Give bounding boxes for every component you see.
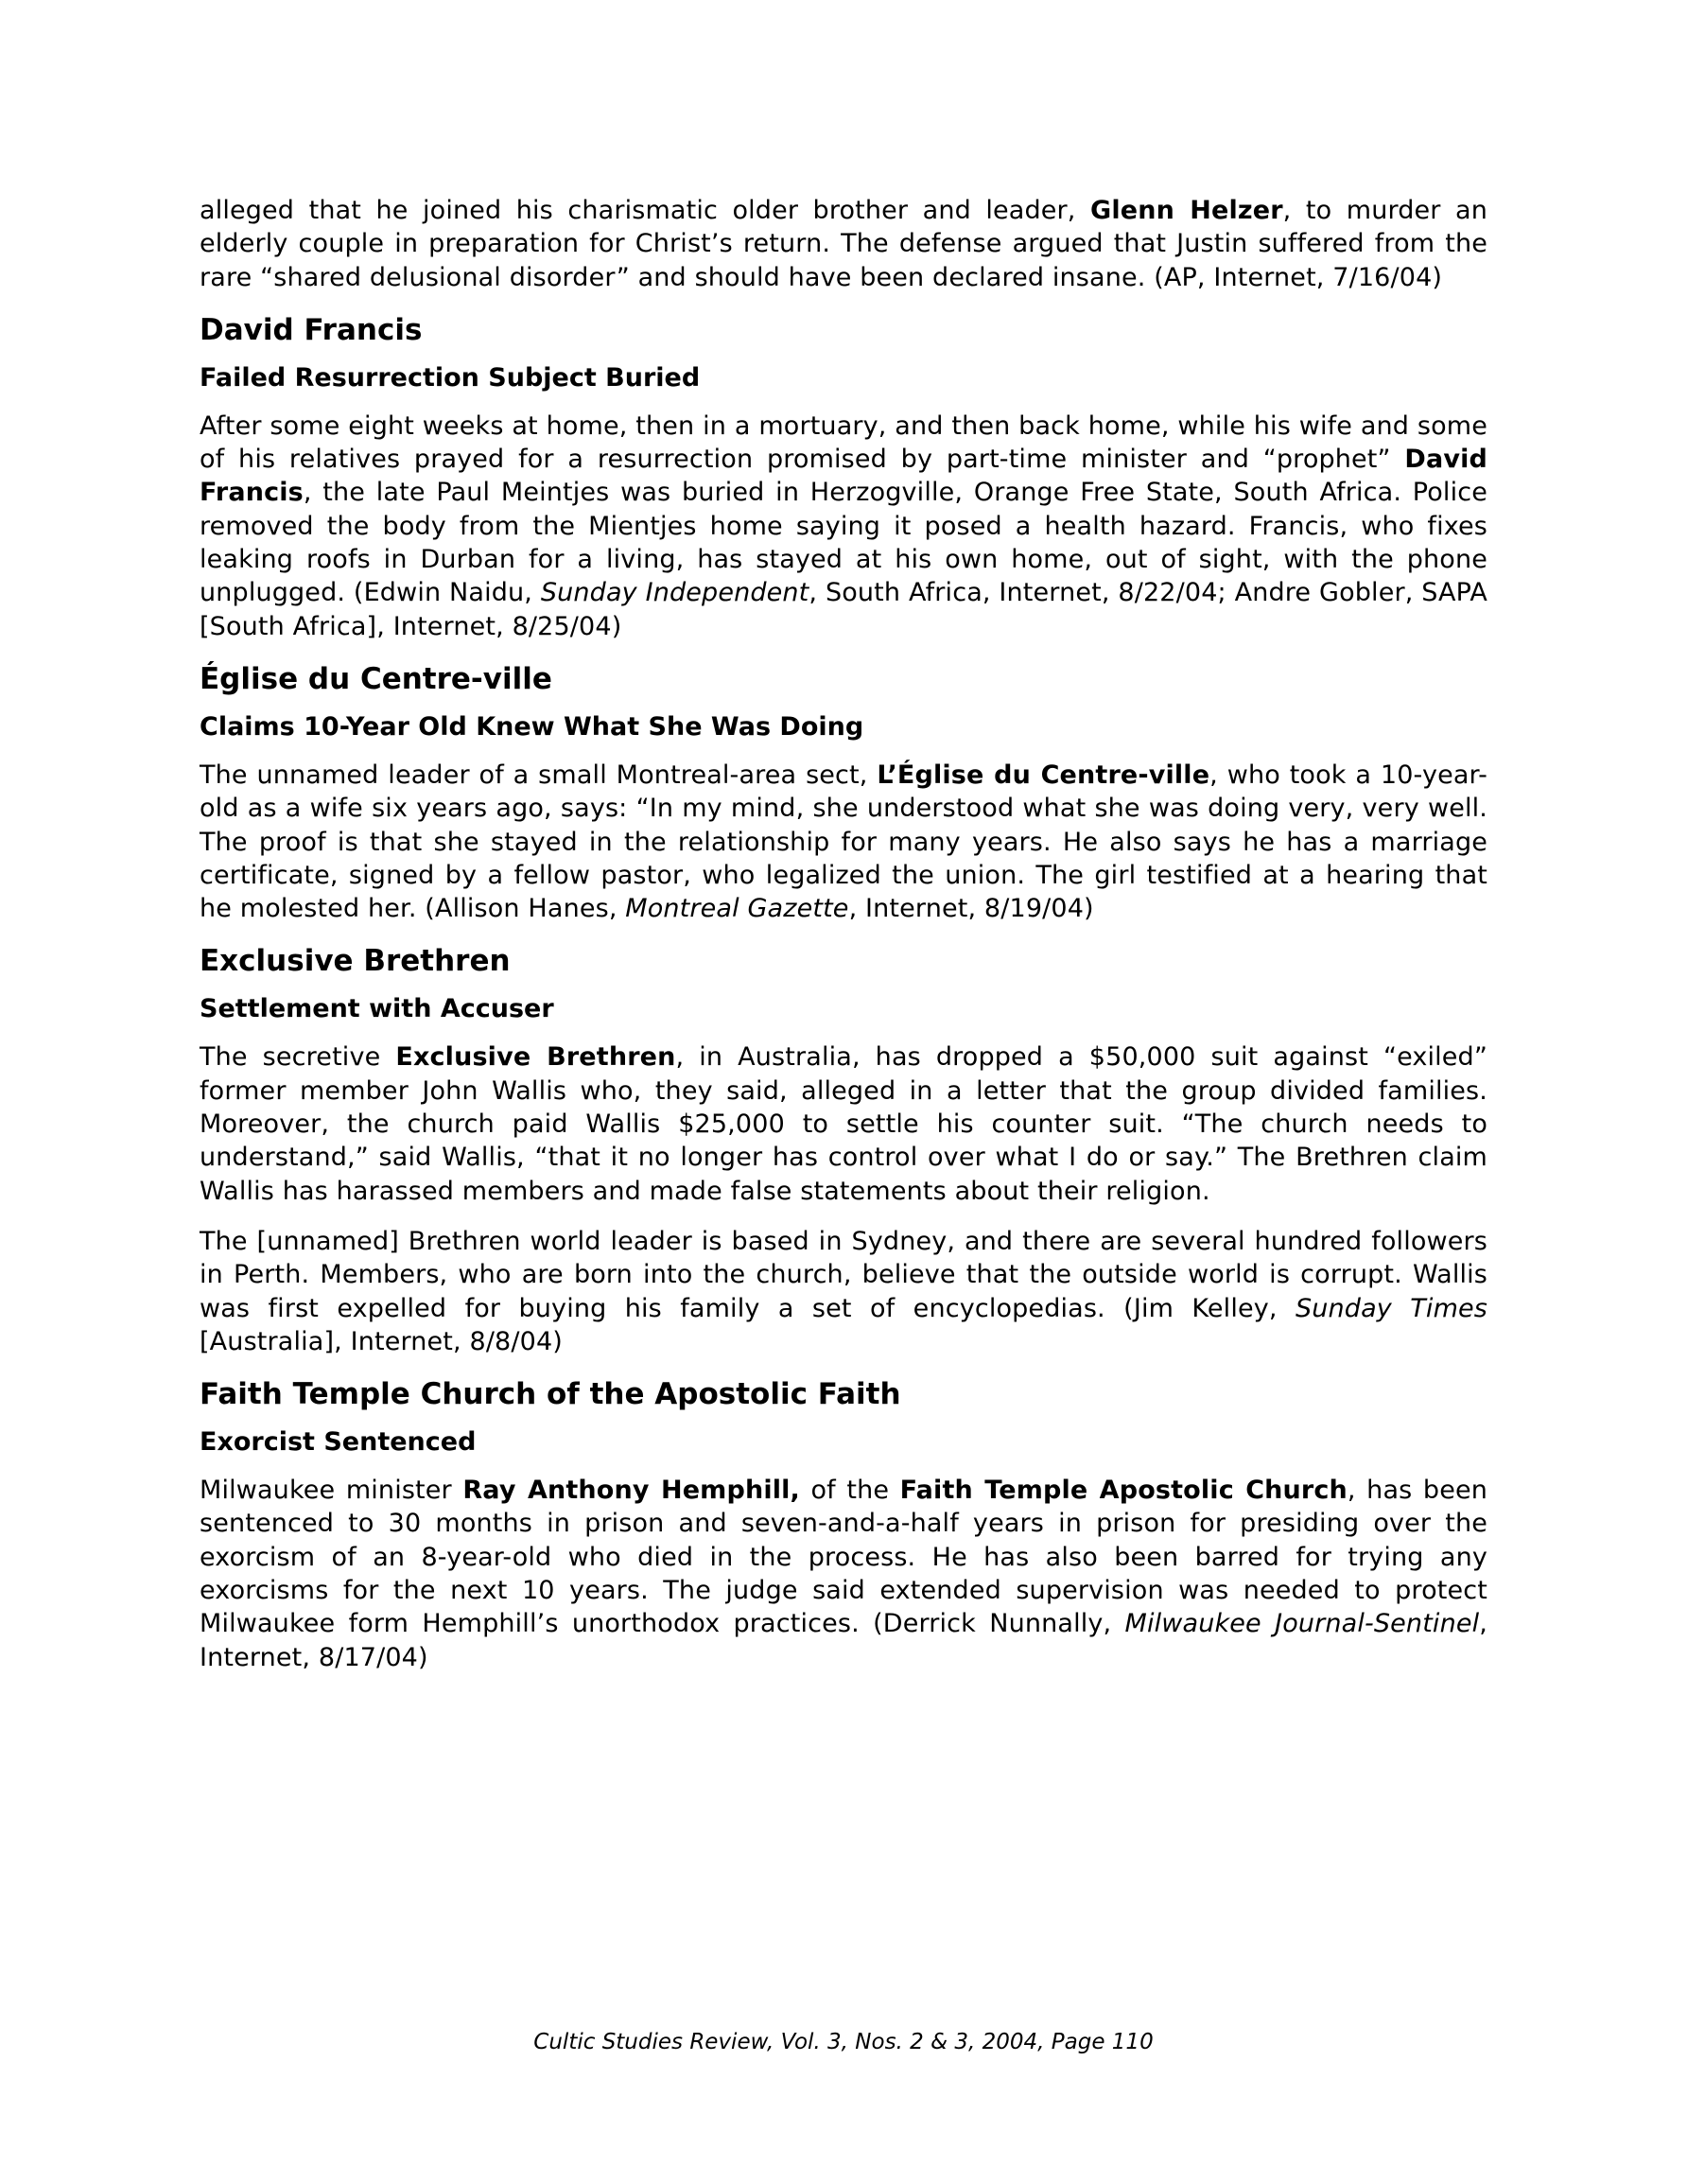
text-run: After some eight weeks at home, then in a mortuary, and then back home, while his wife and some of his relatives prayed for a resurrection promised by part-time minister and “prophet” bbox=[200, 411, 1487, 475]
text-run: , who took a 10-year-old as a wife six years ago, says: “In my mind, she understood what she was doing very, very well. The proof is that she stayed in the relationship for many years. He also says he has a marriage certificate, signed by a fellow pastor, who legalized the union. The girl testified at a hearing that he molested her. (Allison Hanes, bbox=[200, 760, 1487, 924]
text-run: alleged that he joined his charismatic older brother and leader, bbox=[200, 196, 1091, 225]
bold-name: Glenn Helzer bbox=[1090, 196, 1283, 225]
bold-name: L’Église du Centre-ville bbox=[877, 760, 1210, 790]
text-run: Milwaukee minister bbox=[200, 1476, 463, 1506]
text-run: , Internet, 8/19/04) bbox=[848, 894, 1094, 924]
bold-name: Exclusive Brethren bbox=[395, 1042, 676, 1073]
article-paragraph bbox=[200, 759, 1487, 925]
section-heading: David Francis bbox=[200, 312, 423, 347]
text-run: , South Africa, Internet, 8/22/04; Andre Gobler, SAPA [South Africa], Internet, 8/25/04) bbox=[200, 578, 1487, 641]
text-run: [Australia], Internet, 8/8/04) bbox=[200, 1326, 563, 1356]
publication-title: Sunday Independent bbox=[540, 578, 809, 608]
text-run: The unnamed leader of a small Montreal-area sect, bbox=[200, 760, 878, 790]
bold-name: Ray Anthony Hemphill, bbox=[462, 1476, 800, 1506]
text-run: , has been sentenced to 30 months in prison and seven-and-a-half years in prison for presiding over the exorcism of an 8-year-old who died in the process. He has also been barred for trying any exorcisms for the next 10 years. The judge said extended supervision was needed to protect Milwaukee form Hemphill’s unorthodox practices. (Derrick Nunnally, bbox=[200, 1476, 1487, 1639]
text-run: , Internet, 8/17/04) bbox=[200, 1609, 1487, 1672]
text-run: of the bbox=[799, 1476, 900, 1506]
article-subheading: Exorcist Sentenced bbox=[200, 1427, 477, 1458]
article-paragraph bbox=[200, 410, 1487, 643]
article-paragraph bbox=[200, 1040, 1487, 1207]
document-page bbox=[200, 194, 1487, 1691]
article-subheading: Failed Resurrection Subject Buried bbox=[200, 362, 701, 393]
publication-title: Sunday Times bbox=[1295, 1293, 1487, 1323]
article-subheading: Claims 10-Year Old Knew What She Was Doing bbox=[200, 711, 864, 742]
bold-name: David Francis bbox=[200, 445, 1487, 508]
text-run: , in Australia, has dropped a $50,000 suit against “exiled” former member John Wallis who, they said, alleged in a letter that the group divided families. Moreover, the church paid Wallis $25,000 to settle his counter suit. “The church needs to understand,” said Wallis, “that it no longer has control over what I do or say.” The Brethren claim Wallis has harassed members and made false statements about their religion. bbox=[200, 1042, 1487, 1206]
publication-title: Montreal Gazette bbox=[625, 894, 849, 924]
bold-name: Faith Temple Apostolic Church bbox=[899, 1476, 1348, 1506]
text-run: , the late Paul Meintjes was buried in Herzogville, Orange Free State, South Africa. Police removed the body from the Mientjes home saying it posed a health hazard. Francis, who fixes leaking roofs in Durban for a living, has stayed at his own home, out of sight, with the phone unplugged. (Edwin Naidu, bbox=[200, 478, 1487, 608]
page-footer: Cultic Studies Review, Vol. 3, Nos. 2 & 3, 2004, Page 110 bbox=[533, 2030, 1154, 2054]
text-run: The secretive bbox=[200, 1042, 396, 1073]
section-heading: Exclusive Brethren bbox=[200, 944, 511, 979]
article-paragraph bbox=[200, 1225, 1487, 1358]
article-paragraph bbox=[200, 1474, 1487, 1674]
text-run: , to murder an elderly couple in preparation for Christ’s return. The defense argued that Justin suffered from the rare “shared delusional disorder” and should have been declared insane. (AP, Internet, 7/16/04) bbox=[200, 196, 1488, 292]
article-subheading: Settlement with Accuser bbox=[200, 994, 554, 1024]
publication-title: Milwaukee Journal-Sentinel bbox=[1124, 1609, 1480, 1639]
text-run: The [unnamed] Brethren world leader is based in Sydney, and there are several hundred followers in Perth. Members, who are born into the church, believe that the outside world is corrupt. Wallis was first expelled for buying his family a set of encyclopedias. (Jim Kelley, bbox=[200, 1226, 1487, 1323]
section-heading: Église du Centre-ville bbox=[200, 661, 552, 696]
section-heading: Faith Temple Church of the Apostolic Faith bbox=[200, 1377, 901, 1412]
continued-paragraph bbox=[200, 194, 1487, 294]
